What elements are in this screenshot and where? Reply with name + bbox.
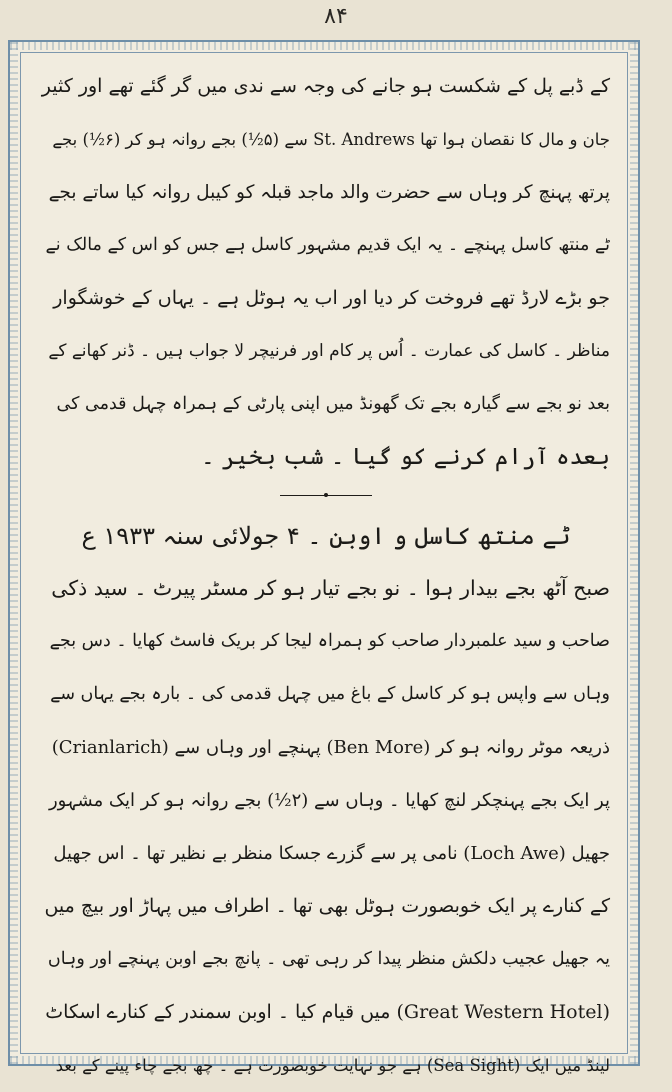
text-line: کے کنارے پر ایک خوبصورت ہوٹل بھی تھا ۔ اطراف میں پہاڑ اور بیچ میں bbox=[44, 895, 610, 917]
text-line: (Great Western Hotel) میں قیام کیا ۔ اوبن سمندر کے کنارے اسکاٹ bbox=[45, 1001, 610, 1023]
paragraph-2 bbox=[42, 562, 610, 1092]
text-line: لینڈ میں ایک (Sea Sight) ہے جو نہایت خوبصورت ہے ۔ چھ بجے چاء پینے کے بعد bbox=[55, 1056, 610, 1075]
text-line: جھیل (Loch Awe) نامی پر سے گزرے جسکا منظر بے نظیر تھا ۔ اس جھیل bbox=[53, 843, 610, 864]
text-line: یہ جھیل عجیب دلکش منظر پیدا کر رہی تھی ۔ پانچ بجے اوبن پہنچے اور وہاں bbox=[47, 949, 610, 969]
text-line: ٹے منتھ کاسل پہنچے ۔ یہ ایک قدیم مشہور کاسل ہے جس کو اس کے مالک نے bbox=[45, 235, 610, 255]
text-line: ذریعہ موٹر روانہ ہو کر (Ben More) پہنچے اور وہاں سے (Crianlarich) bbox=[51, 737, 610, 758]
text-line: جو بڑے لارڈ تھے فروخت کر دیا اور اب یہ ہوٹل ہے ۔ یہاں کے خوشگوار bbox=[53, 287, 610, 309]
page-content bbox=[42, 60, 610, 1092]
paragraph-1 bbox=[42, 60, 610, 484]
text-line: صاحب و سید علمبردار صاحب کو ہمراہ لیجا کر بریک فاسٹ کھایا ۔ دس بجے bbox=[49, 631, 610, 651]
text-line: صبح آٹھ بجے بیدار ہوا ۔ نو بجے تیار ہو کر مسٹر پیرٹ ۔ سید ذکی bbox=[51, 576, 610, 600]
text-line: پر ایک بجے پہنچکر لنچ کھایا ۔ وہاں سے (۲½) بجے روانہ ہو کر ایک مشہور bbox=[48, 790, 610, 811]
text-line: وہاں سے واپس ہو کر کاسل کے باغ میں چہل قدمی کی ۔ بارہ بجے یہاں سے bbox=[50, 684, 610, 704]
text-line: پرتھ پہنچ کر وہاں سے حضرت والد ماجد قبلہ کو کیبل روانہ کیا ساتے بجے bbox=[48, 182, 610, 203]
text-line: بعدہ آرام کرنے کو گیا ۔ شب بخیر ۔ bbox=[201, 444, 610, 470]
page-number: ۸۴ bbox=[324, 4, 348, 29]
text-line: جان و مال کا نقصان ہوا تھا St. Andrews سے (۵½) بجے روانہ ہو کر (۶½) بجے bbox=[52, 130, 610, 149]
text-line: مناظر ۔ کاسل کی عمارت ۔ اُس پر کام اور فرنیچر لا جواب ہیں ۔ ڈنر کھانے کے bbox=[48, 341, 610, 361]
text-line: کے ڈبے پل کے شکست ہو جانے کی وجہ سے ندی میں گر گئے تھے اور کثیر bbox=[41, 75, 610, 97]
section-heading: ٹے منتھ کاسل و اوبن ۔ ۴ جولائی سنہ ۱۹۳۳ ع bbox=[81, 522, 571, 550]
text-line: بعد نو بجے سے گیارہ بجے تک گھونڈ میں اپنی پارٹی کے ہمراہ چہل قدمی کی bbox=[56, 394, 610, 414]
section-divider bbox=[42, 486, 610, 504]
